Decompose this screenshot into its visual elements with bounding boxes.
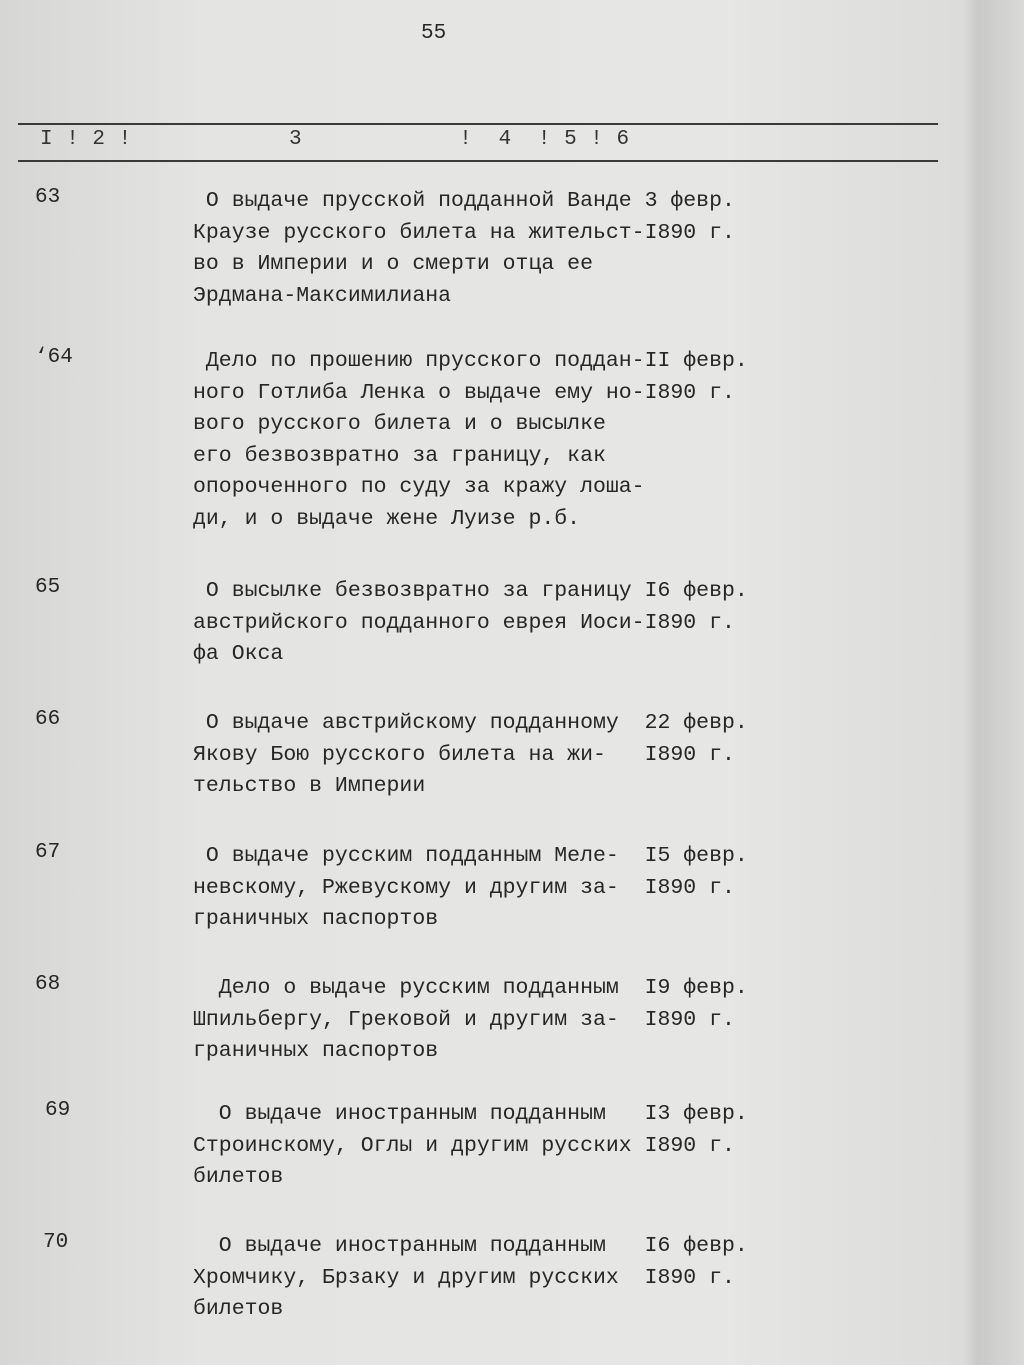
entry-number: 65 [35, 576, 61, 599]
entry-description [193, 1231, 748, 1326]
entry-description [193, 841, 748, 936]
entry-line: ди, и о выдаче жене Луизе р.б. [193, 506, 581, 531]
entry-line: Краузе русского билета на жительст-I890 г. [193, 220, 735, 245]
header-rule-bottom [18, 160, 938, 162]
entry-line: невскому, Ржевускому и другим за- I890 г. [193, 875, 735, 900]
entry-line: Дело по прошению прусского поддан-II февр. [193, 349, 748, 373]
entry-line: его безвозвратно за границу, как [193, 443, 606, 468]
entry-description [193, 576, 748, 671]
entry-line: О выдаче прусской подданной Ванде 3 февр. [193, 189, 735, 213]
entry-number: 63 [35, 186, 61, 209]
entry-number: 69 [45, 1099, 71, 1122]
entry-line: Якову Бою русского билета на жи- I890 г. [193, 742, 735, 767]
entry-description [193, 973, 748, 1068]
entry-line: тельство в Империи [193, 774, 426, 798]
entry-line: О выдаче иностранным подданным I6 февр. [193, 1234, 748, 1258]
entry-number: 70 [43, 1231, 69, 1254]
entry-line: граничных паспортов [193, 907, 439, 931]
entry-line: фа Окса [193, 642, 284, 666]
header-rule-top [18, 123, 938, 125]
entry-line: Дело о выдаче русским подданным I9 февр. [193, 976, 748, 1000]
entry-line: австрийского подданного еврея Иоси-I890 г. [193, 610, 735, 635]
entry-description [193, 1099, 748, 1194]
entry-line: Строинскому, Оглы и другим русских I890 г. [193, 1133, 735, 1158]
entry-line: О высылке безвозвратно за границу I6 февр. [193, 579, 748, 603]
entry-description [193, 186, 735, 312]
entry-line: ного Готлиба Ленка о выдаче ему но-I890 г. [193, 380, 735, 405]
entry-line: во в Империи и о смерти отца ее [193, 252, 593, 276]
entry-description [193, 708, 748, 803]
entry-line: О выдаче австрийскому подданному 22 февр. [193, 711, 748, 735]
entry-line: Шпильбергу, Грековой и другим за- I890 г. [193, 1007, 735, 1032]
entry-line: О выдаче иностранным подданным I3 февр. [193, 1102, 748, 1126]
entry-line: Эрдмана-Максимилиана [193, 283, 452, 308]
entry-line: вого русского билета и о высылке [193, 412, 606, 436]
entry-number: ‘64 [35, 346, 73, 369]
entry-line: билетов [193, 1165, 284, 1189]
entry-number: 68 [35, 973, 61, 996]
entry-description [193, 346, 748, 535]
entry-number: 67 [35, 841, 61, 864]
entry-line: граничных паспортов [193, 1039, 439, 1063]
entry-number: 66 [35, 708, 61, 731]
entry-line: билетов [193, 1297, 284, 1321]
entry-line: опороченного по суду за кражу лоша- [193, 475, 645, 499]
entry-line: Хромчику, Брзаку и другим русских I890 г. [193, 1265, 735, 1290]
page-number: 55 [421, 22, 447, 45]
table-header: I ! 2 ! 3 ! 4 ! 5 ! 6 [40, 128, 630, 151]
entry-line: О выдаче русским подданным Меле- I5 февр. [193, 844, 748, 868]
